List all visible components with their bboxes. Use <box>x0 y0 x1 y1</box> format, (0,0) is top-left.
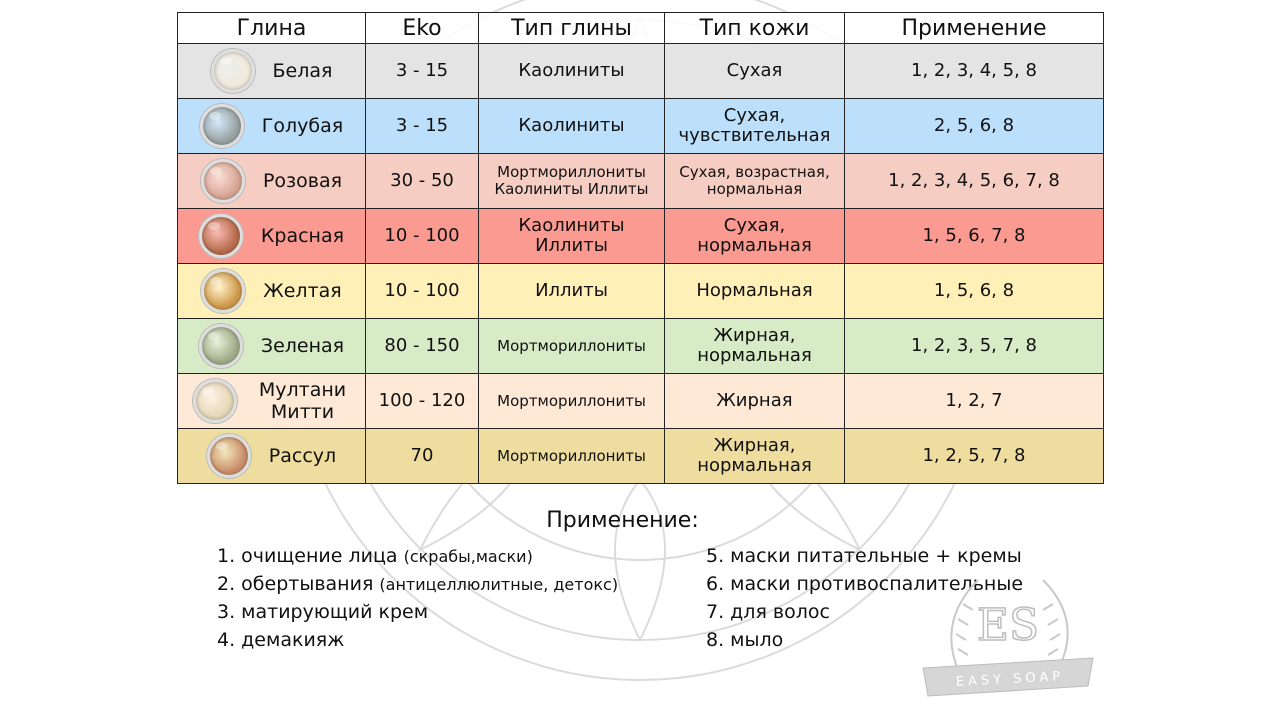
clay-powder-icon <box>201 159 245 203</box>
header-eko: Eko <box>366 13 479 44</box>
table-row <box>178 264 1104 319</box>
eko-cell: 3 - 15 <box>366 44 479 99</box>
clay-type-cell: Каолиниты Иллиты <box>479 209 665 264</box>
clay-powder-icon <box>193 379 237 423</box>
clay-name-cell <box>178 44 366 99</box>
eko-cell: 70 <box>366 429 479 484</box>
legend-item <box>217 542 618 570</box>
usage-cell: 1, 2, 3, 4, 5, 8 <box>845 44 1104 99</box>
eko-cell: 100 - 120 <box>366 374 479 429</box>
clay-powder-icon <box>207 434 251 478</box>
clay-name-cell <box>178 209 366 264</box>
legend-left-column <box>217 542 618 654</box>
clay-name: Желтая <box>263 280 342 302</box>
usage-cell: 2, 5, 6, 8 <box>845 99 1104 154</box>
logo-ribbon-text: EASY SOAP <box>955 669 1065 690</box>
clay-name-cell <box>178 429 366 484</box>
usage-cell: 1, 2, 3, 5, 7, 8 <box>845 319 1104 374</box>
legend-item-text: 1. очищение лица <box>217 545 398 567</box>
clay-type-cell: Мортмориллониты Каолиниты Иллиты <box>479 154 665 209</box>
easy-soap-logo <box>918 560 1098 710</box>
clay-name-cell <box>178 154 366 209</box>
clay-powder-icon <box>211 49 255 93</box>
legend-item-text: 3. матирующий крем <box>217 601 429 623</box>
clay-type-cell: Мортмориллониты <box>479 319 665 374</box>
skin-type-cell: Жирная, нормальная <box>665 429 845 484</box>
legend-item-text: 4. демакияж <box>217 629 345 651</box>
clay-powder-icon <box>199 214 243 258</box>
eko-cell: 30 - 50 <box>366 154 479 209</box>
legend-item-text: 7. для волос <box>706 601 830 623</box>
legend-title: Применение: <box>546 508 699 533</box>
skin-type-cell: Сухая, чувствительная <box>665 99 845 154</box>
clay-powder-icon <box>199 324 243 368</box>
clay-name: Розовая <box>262 170 343 192</box>
clay-name: Голубая <box>261 115 344 137</box>
table-row <box>178 99 1104 154</box>
header-clay-type: Тип глины <box>479 13 665 44</box>
legend-item-text: 5. маски питательные + кремы <box>706 545 1022 567</box>
table-row <box>178 319 1104 374</box>
skin-type-cell: Сухая, возрастная, нормальная <box>665 154 845 209</box>
legend-item-note: (скрабы,маски) <box>403 547 533 566</box>
logo-monogram: ES <box>976 600 1040 651</box>
clay-name-cell <box>178 319 366 374</box>
clay-name-cell <box>178 99 366 154</box>
usage-cell: 1, 2, 7 <box>845 374 1104 429</box>
table-row <box>178 209 1104 264</box>
clay-name: Белая <box>272 60 333 82</box>
usage-cell: 1, 5, 6, 7, 8 <box>845 209 1104 264</box>
table-row <box>178 429 1104 484</box>
skin-type-cell: Нормальная <box>665 264 845 319</box>
clay-name: Мултани Митти <box>258 379 347 423</box>
header-clay: Глина <box>178 13 366 44</box>
clay-name: Красная <box>260 225 345 247</box>
legend-item-text: 2. обертывания <box>217 573 374 595</box>
table-row <box>178 44 1104 99</box>
skin-type-cell: Сухая <box>665 44 845 99</box>
usage-cell: 1, 2, 3, 4, 5, 6, 7, 8 <box>845 154 1104 209</box>
clay-name: Рассул <box>268 445 337 467</box>
legend-item-note: (антицеллюлитные, детокс) <box>379 575 619 594</box>
usage-cell: 1, 5, 6, 8 <box>845 264 1104 319</box>
header-usage: Применение <box>845 13 1104 44</box>
clay-name-cell <box>178 264 366 319</box>
clay-type-cell: Каолиниты <box>479 99 665 154</box>
clay-type-cell: Мортмориллониты <box>479 374 665 429</box>
table-row <box>178 154 1104 209</box>
legend-item <box>217 570 618 598</box>
legend-item-text: 8. мыло <box>706 629 784 651</box>
clay-type-cell: Иллиты <box>479 264 665 319</box>
eko-cell: 10 - 100 <box>366 209 479 264</box>
clay-type-cell: Каолиниты <box>479 44 665 99</box>
clay-powder-icon <box>201 269 245 313</box>
legend-item <box>217 598 618 626</box>
skin-type-cell: Жирная <box>665 374 845 429</box>
table-header-row <box>178 13 1104 44</box>
clay-name: Зеленая <box>260 335 345 357</box>
table-row <box>178 374 1104 429</box>
header-skin-type: Тип кожи <box>665 13 845 44</box>
skin-type-cell: Сухая, нормальная <box>665 209 845 264</box>
eko-cell: 80 - 150 <box>366 319 479 374</box>
clay-powder-icon <box>200 104 244 148</box>
legend-item <box>217 626 618 654</box>
skin-type-cell: Жирная, нормальная <box>665 319 845 374</box>
clay-type-cell: Мортмориллониты <box>479 429 665 484</box>
eko-cell: 3 - 15 <box>366 99 479 154</box>
legend-item-text: 6. маски противоспалительные <box>706 573 1024 595</box>
usage-cell: 1, 2, 5, 7, 8 <box>845 429 1104 484</box>
clay-name-cell <box>178 374 366 429</box>
clay-table <box>177 12 1104 484</box>
eko-cell: 10 - 100 <box>366 264 479 319</box>
